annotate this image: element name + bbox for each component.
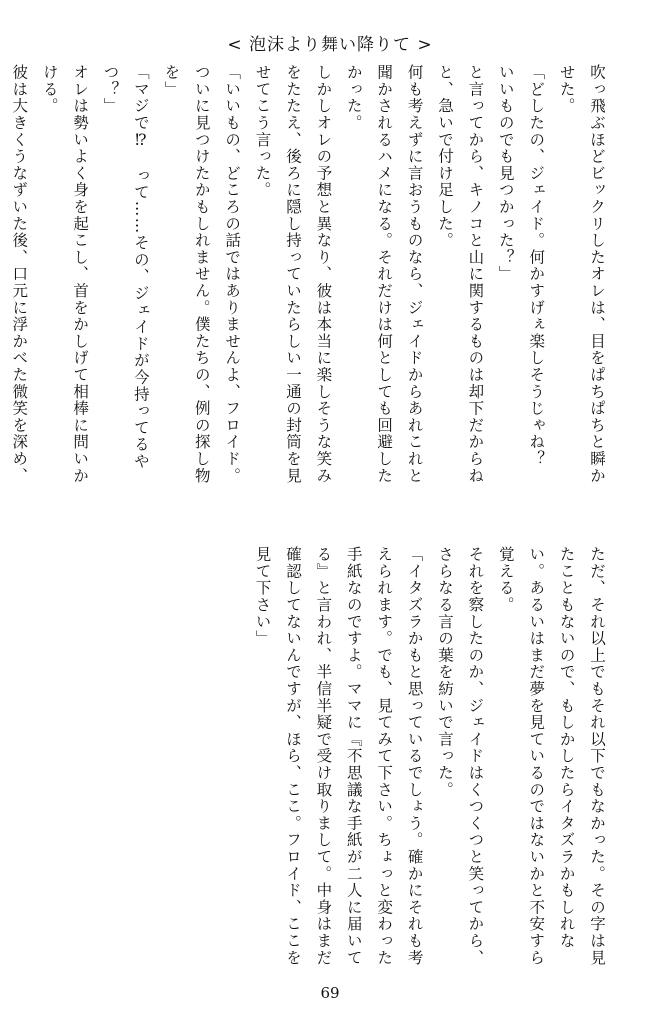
- body-text-lower: [48, 546, 612, 978]
- paragraph: 吹っ飛ぶほどビックリしたオレは、目をぱちぱちと瞬かせた。: [557, 64, 606, 484]
- paragraph: 何も考えずに言おうものなら、ジェイドからあれこれと聞かされるハメになる。それだけは何としても回避したかった。: [344, 64, 424, 484]
- paragraph: 「イタズラかもと思っているでしょう。確かにそれも考えられます。でも、見てみて下さい。ちょっと変わった手紙なのですよ。ママに『不思議な手紙が二人に届いてる』と言われ、半信半疑で受け取りまして。中身はまだ確認してないんですが、ほら、ここ。フロイド、ここを見て下さい」: [253, 546, 424, 966]
- paragraph: 「いいもの、どころの話ではありませんよ、フロイド。ついに見つけたかもしれません。僕たちの、例の探し物を」: [162, 64, 242, 484]
- paragraph: 彼は大きくうなずいた後、口元に浮かべた微笑を深め、: [10, 64, 29, 484]
- paragraph: ただ、それ以上でもそれ以下でもなかった。その字は見たこともないので、もしかしたらイタズラかもしれない。あるいはまだ夢を見ているのではないかと不安すら覚える。: [496, 546, 606, 966]
- page-number: 69: [320, 984, 340, 1002]
- body-text-upper: [10, 64, 612, 496]
- running-head: < 泡沫より舞い降りて >: [227, 35, 433, 55]
- paragraph: それを察したのか、ジェイドはくつくつと笑ってから、さらなる言の葉を紡いで言った。: [435, 546, 485, 966]
- paragraph: 「マジで⁉ って……その、ジェイドが今持ってるやつ？」: [101, 64, 150, 470]
- paragraph: しかしオレの予想と異なり、彼は本当に楽しそうな笑みをたたえ、後ろに隠し持っていたらしい一通の封筒を見せてこう言った。: [253, 64, 333, 484]
- paragraph: と言ってから、キノコと山に関するものは却下だからねと、急いで付け足した。: [435, 64, 485, 484]
- paragraph: 「どしたの、ジェイド。何かすげぇ楽しそうじゃね？ いいものでも見つかった？」: [496, 64, 546, 485]
- paragraph: オレは勢いよく身を起こし、首をかしげて相棒に問いかける。: [40, 64, 90, 484]
